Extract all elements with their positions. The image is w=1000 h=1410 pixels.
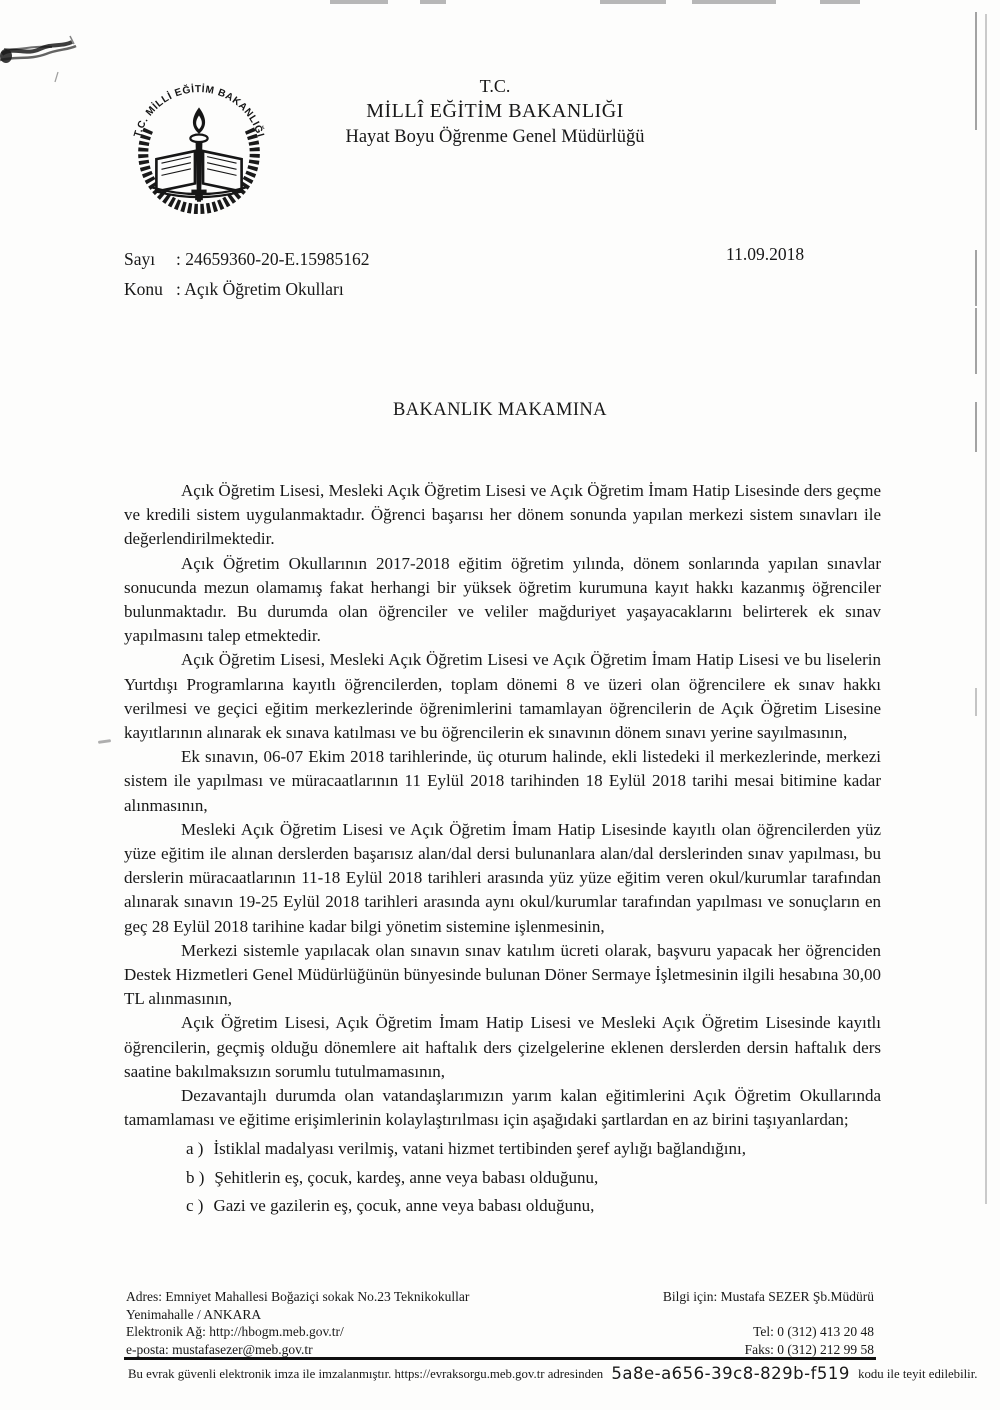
verification-line: [128, 1364, 978, 1383]
scan-line-segment: [975, 402, 977, 452]
scan-edge-speck: [420, 0, 446, 4]
body-paragraph: Dezavantajlı durumda olan vatandaşlarımızın yarım kalan eğitimlerini Açık Öğretim Okullarında tamamlaması ve eğitime erişimlerinin kolaylaştırılması için aşağıdaki şartlardan en az birini taşıyanlardan;: [124, 1086, 881, 1130]
verification-code: 5a8e-a656-39c8-829b-f519: [611, 1364, 850, 1383]
verification-prefix: Bu evrak güvenli elektronik imza ile imzalanmıştır. https://evraksorgu.meb.gov.tr adresinden: [128, 1367, 604, 1381]
list-item-marker: b ): [186, 1167, 205, 1187]
address-line: Adres: Emniyet Mahallesi Boğaziçi sokak No.23 Teknikokullar: [126, 1289, 470, 1304]
konu-value: : Açık Öğretim Okulları: [176, 279, 344, 299]
address-line: Yenimahalle / ANKARA: [126, 1306, 262, 1322]
list-item-text: Şehitlerin eş, çocuk, kardeş, anne veya babası olduğunu,: [214, 1167, 599, 1187]
list-item: [124, 1194, 881, 1218]
footer-contact-person: Bilgi için: Mustafa SEZER Şb.Müdürü: [662, 1289, 874, 1304]
body-paragraph: Mesleki Açık Öğretim Lisesi ve Açık Öğretim İmam Hatip Lisesinde kayıtlı olan öğrencilerden yüz yüze eğitim ile alınan derslerden başarısız alan/dal dersi bulunanlara alan/dal derslerinden sınav yapılması, bu derslerin müracaatlarının 11-18 Eylül 2018 tarihleri arasında yüz yüze eğitim veren okul/kurumlar tarafından alınarak sınavın 19-25 Eylül 2018 tarihleri arasında aynı okul/kurumlar tarafından yapılması ve sonuçların en geç 28 Eylül 2018 tarihine kadar bilgi yönetim sistemine işlenmesinin,: [124, 819, 881, 936]
body-paragraph: Açık Öğretim Lisesi, Açık Öğretim İmam Hatip Lisesi ve Mesleki Açık Öğretim Lisesinde kayıtlı öğrencilerin, geçmiş olduğu dönemlere ait haftalık ders çizelgelerine eklenen derslerden dersin haftalık ders saatine bakılmaksızın sorumlu tutulmamasının,: [124, 1013, 881, 1081]
list-item-text: Gazi ve gazilerin eş, çocuk, anne veya babası olduğunu,: [213, 1195, 595, 1215]
footer-web: Elektronik Ağ: http://hbogm.meb.gov.tr/: [126, 1324, 344, 1339]
scan-edge-speck: [330, 0, 388, 4]
list-item-marker: c ): [186, 1195, 204, 1215]
condition-list: [124, 1137, 881, 1218]
scan-edge-speck: [600, 0, 666, 4]
body-paragraph: Merkezi sistemle yapılacak olan sınavın sınav katılım ücreti olarak, başvuru yapacak her öğrenciden Destek Hizmetleri Genel Müdürlüğünün bünyesinde bulunan Döner Sermaye İşletmesinin ilgili hesabına 30,00 TL alınmasının,: [124, 940, 881, 1009]
scan-line-segment: [975, 688, 977, 716]
salutation: BAKANLIK MAKAMINA: [393, 400, 607, 420]
footer-address: [126, 1288, 469, 1358]
scan-edge-speck: [692, 0, 776, 4]
footer-tel: Tel: 0 (312) 413 20 48: [753, 1324, 874, 1339]
list-item: [124, 1137, 881, 1161]
scan-fold-line: [985, 14, 987, 1204]
scan-edge-speck: [820, 0, 860, 4]
list-item: [124, 1166, 881, 1190]
konu-label: Konu: [124, 279, 163, 299]
logo-arc-text: T.C. MİLLİ EĞİTİM BAKANLIĞI: [132, 84, 266, 139]
footer-contact-block: [126, 1288, 874, 1358]
body-paragraph: Açık Öğretim Okullarının 2017-2018 eğitim öğretim yılında, dönem sonlarında yapılan sınavlar sonucunda mezun olamamış fakat herhangi bir yüksek öğretim kurumuna kayıt hakkı kazanmış öğrenciler bulunmaktadır. Bu durumda olan öğrenciler ve veliler mağduriyet yaşayacaklarını belirterek ek sınav yapılmasını talep etmektedir.: [124, 553, 881, 646]
footer-contact: [663, 1288, 874, 1358]
list-item-marker: a ): [186, 1139, 204, 1159]
ministry-name: MİLLÎ EĞİTİM BAKANLIĞI: [366, 100, 624, 122]
directorate-name: Hayat Boyu Öğrenme Genel Müdürlüğü: [345, 127, 645, 147]
republic-abbrev: T.C.: [479, 76, 511, 96]
footer-email: e-posta: mustafasezer@meb.gov.tr: [126, 1341, 313, 1357]
body-paragraph: Açık Öğretim Lisesi, Mesleki Açık Öğretim Lisesi ve Açık Öğretim İmam Hatip Lisesi ve bu liselerin Yurtdışı Programlarına kayıtlı öğrencilerden, toplam dönemi 8 ve üzeri olan öğrencilere ek sınav hakkı verilmesi ve geçici eğitim merkezlerinde öğrenimlerini tamamlayan öğrencilerin de Açık Öğretim Lisesine kayıtlarının alınarak ek sınava katılması ve bu öğrencilerin ek sınavının dönem sınavı yerine sayılmasının,: [124, 650, 881, 743]
scan-margin-mark: [98, 739, 111, 744]
scan-line-segment: [975, 308, 977, 374]
sayi-row: [124, 244, 369, 274]
body-paragraph: Ek sınavın, 06-07 Ekim 2018 tarihlerinde, üç oturum halinde, ekli listedeki il merkezlerinde, merkezi sistem ile yapılması ve müracaatlarının 11 Eylül 2018 tarihinden 18 Eylül 2018 tarihi mesai bitimine kadar alınmasının,: [124, 747, 881, 815]
letter-body: [124, 479, 881, 1218]
letterhead: [240, 74, 750, 150]
document-meta: [124, 244, 369, 304]
body-paragraph: Açık Öğretim Lisesi, Mesleki Açık Öğretim Lisesi ve Açık Öğretim İmam Hatip Lisesinde ders geçme ve kredili sistem uygulanmaktadır. Öğrenci başarısı her dönem sonunda yapılan merkezi sistem sınavları ile değerlendirilmektedir.: [124, 481, 881, 549]
scan-line-segment: [975, 250, 977, 306]
list-item-text: İstiklal madalyası verilmiş, vatani hizmet tertibinden şeref aylığı bağlandığını,: [213, 1139, 746, 1159]
sayi-label: Sayı: [124, 249, 156, 269]
verification-suffix: kodu ile teyit edilebilir.: [858, 1367, 978, 1381]
scan-smudge-mark: [0, 16, 120, 86]
scan-line-segment: [975, 12, 977, 130]
footer-divider: [124, 1357, 876, 1360]
konu-row: [124, 274, 369, 304]
document-date: 11.09.2018: [726, 244, 805, 264]
footer-fax: Faks: 0 (312) 212 99 58: [744, 1341, 874, 1357]
footer-spacer: [663, 1306, 874, 1324]
sayi-value: : 24659360-20-E.15985162: [176, 249, 370, 269]
